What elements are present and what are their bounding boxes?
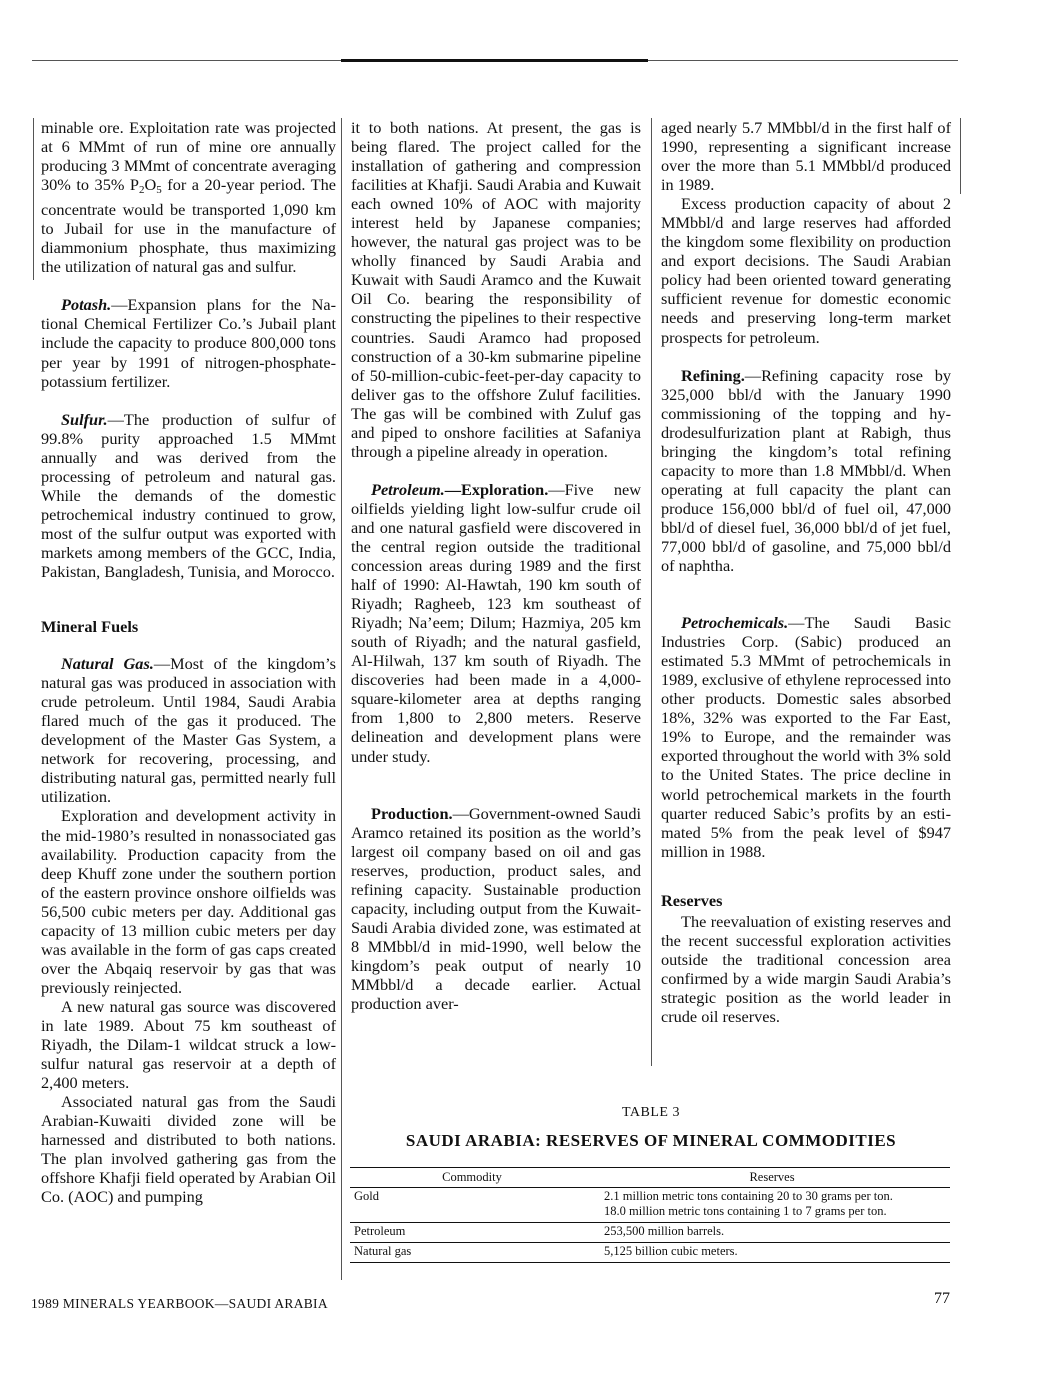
text-column-1 [41, 118, 336, 1206]
paragraph: A new natural gas source was discovered in late 1989. About 75 km southeast of Riyadh, the Dilam-1 wildcat struck a low-sulfur natural gas reservoir at a depth of 2,400 meters. [41, 996, 336, 1093]
paragraph-potash: Potash.—Expansion plans for the National Chemical Fertilizer Co.’s Jubail plant include the capacity to produce 800,000 tons per year by 1991 of nitrogen-phosphate-potassium fertilizer. [41, 295, 336, 391]
paragraph-petrochemicals: Petrochemicals.—The Saudi Basic Industries Corp. (Sabic) produced an estimated 5.3 MMmt of petrochemicals in 1989, exclusive of ethylene reprocessed into other products. Domestic sales absorbed 18%, 32% was exported to the Far East, 19% to Europe, and the remainder was exported throughout the world with 3% sold to the United States. The price decline in world petrochemical markets in the fourth quarter reduced Sabic’s profits by an estimated 5% from the peak level of $947 million in 1988. [661, 613, 951, 861]
table-header-row [350, 1168, 950, 1188]
run-in-heading: Potash. [61, 295, 112, 315]
paragraph: Exploration and development activity in the mid-1980’s resulted in nonassociated gas availability. Production capacity from the deep Khuff zone under the southern portion of the eastern province onshore oilfields was 56,500 cubic meters per day. Additional gas capacity of 13 million cubic meters per day was available in the form of gas caps created over the Abqaiq reservoir by gas that was previously reinjected. [41, 806, 336, 997]
run-in-heading: Sulfur. [61, 409, 108, 429]
text-column-3 [661, 118, 951, 1026]
table-cell-commodity: Gold [350, 1188, 594, 1223]
paragraph-sulfur: Sulfur.—The production of sulfur of 99.8% purity approached 1.5 MMmt annually and was derived from the processing of petroleum and natural gas. While the demands of the domestic petrochemical industry continued to grow, most of the sulfur output was exported with markets among members of the GCC, India, Pakistan, Bangladesh, Tunisia, and Morocco. [41, 409, 336, 581]
paragraph: Excess production capacity of about 2 MMbbl/d and large reserves had afforded the kingdom some flexibility on production and export decisions. The Saudi Arabian policy had been oriented toward generating sufficient revenue for domestic economic needs and preserving long-term market prospects for petroleum. [661, 194, 951, 347]
paragraph-refining: Refining.—Refining capacity rose by 325,000 bbl/d with the January 1990 commissioning of the topping and hydrodesulfurization plant at Rabigh, thus bringing the kingdom’s total refining capacity to more than 1.8 MMbbl/d. When operating at full capacity the plant can produce 156,000 bbl/d of fuel oil, 47,000 bbl/d of diesel fuel, 36,000 bbl/d of jet fuel, 77,000 bbl/d of gasoline, and 75,000 bbl/d of naphtha. [661, 365, 951, 576]
run-in-heading: Petrochemicals. [681, 613, 789, 633]
paragraph-natural-gas: Natural Gas.—Most of the kingdom’s natural gas was produced in association with crude petroleum. Until 1984, Saudi Arabia flared much of the gas it produced. The development of the Master Gas System, a network for recovering, processing, and distributing natural gas, permitted nearly full utilization. [41, 654, 337, 807]
table-row [350, 1188, 950, 1223]
column-rule-1 [341, 118, 342, 1280]
table-header-reserves: Reserves [594, 1168, 950, 1188]
paragraph: it to both nations. At present, the gas is being flared. The project called for the installation of gathering and compression facilities at Khafji. Saudi Arabia and Kuwait each owned 10% of AOC with majority interest held by Japanese companies; however, the natural gas project was to be wholly financed by Saudi Arabia and Kuwait with Saudi Aramco and the Kuwait Oil Co. bearing the responsibility of constructing the pipelines to their respective countries. Saudi Aramco had proposed construction of a 30-km submarine pipeline of 50-million-cubic-feet-per-day capacity to deliver gas to the offshore Zuluf facilities. The gas will be combined with Zuluf gas and piped to onshore facilities at Safaniya through a pipeline already in operation. [351, 118, 641, 461]
paragraph-phosphate: minable ore. Exploitation rate was projected at 6 MMmt of run of mine ore annually producing 3 MMmt of concentrate averaging 30% to 35% $P_2O_5$ for a 20-year period. The concentrate would be transported 1,090 km to Jubail for use in the manufacture of diammonium phosphate, thus maximizing the utilization of natural gas and sulfur. [41, 118, 336, 277]
header-rule-accent [341, 59, 648, 62]
column-rule-right [960, 118, 961, 194]
table-row [350, 1243, 950, 1263]
run-in-subheading: —Exploration. [444, 479, 549, 499]
run-in-heading: Refining. [681, 365, 745, 385]
reserves-table [350, 1167, 950, 1263]
page-number: 77 [934, 1290, 950, 1307]
table-block [350, 1105, 952, 1263]
paragraph: aged nearly 5.7 MMbbl/d in the first half of 1990, representing a significant increase over the more than 5.1 MMbbl/d produced in 1989. [661, 118, 951, 195]
column-rule-2 [651, 118, 652, 1066]
text-column-2 [351, 118, 641, 1013]
table-header-commodity: Commodity [350, 1168, 594, 1188]
table-cell-commodity: Petroleum [350, 1223, 594, 1243]
table-cell-reserves [594, 1223, 950, 1243]
reserves-line: 253,500 million barrels. [604, 1224, 725, 1238]
reserves-line: 2.1 million metric tons containing 20 to 30 grams per ton. [604, 1189, 893, 1203]
run-in-heading: Petroleum. [371, 479, 445, 499]
table-title: SAUDI ARABIA: RESERVES OF MINERAL COMMODITIES [405, 1131, 897, 1150]
run-in-heading: Production. [371, 803, 453, 823]
table-cell-commodity: Natural gas [350, 1243, 594, 1263]
table-cell-reserves [594, 1188, 950, 1223]
table-cell-reserves [594, 1243, 950, 1263]
reserves-line: 18.0 million metric tons containing 1 to 7 grams per ton. [604, 1204, 887, 1218]
paragraph-production: Production.—Government-owned Saudi Aramco retained its position as the world’s largest oil company based on oil and gas reserves, production, product sales, and refining capacity. Sustainable production capacity, including output from the Kuwait-Saudi Arabia divided zone, was estimated at 8 MMbbl/d in mid-1990, well below the kingdom’s peak output of nearly 10 MMbbl/d a decade earlier. Actual production aver- [351, 803, 641, 1014]
table-row [350, 1223, 950, 1243]
section-heading: Mineral Fuels [41, 617, 139, 637]
run-in-heading: Natural Gas. [61, 654, 154, 674]
paragraph: Associated natural gas from the Saudi Arabian-Kuwaiti divided zone will be harnessed and distributed to both nations. The plan involved gathering gas from the offshore Khafji field operated by Arabian Oil Co. (AOC) and pumping [41, 1092, 336, 1207]
reserves-line: 5,125 billion cubic meters. [604, 1244, 738, 1258]
paragraph: The reevaluation of existing reserves and the recent successful exploration activities outside the traditional concession area confirmed by a wide margin Saudi Arabia’s strategic position as the world leader in crude oil reserves. [661, 911, 951, 1026]
paragraph-petroleum: Petroleum.—Exploration.—Five new oilfields yielding light low-sulfur crude oil and one natural gasfield were discovered in the central region outside the traditional concession areas during 1989 and the first half of 1990: Al-Hawtah, 190 km south of Riyadh; Ragheeb, 123 km southeast of Riyadh; Na’eem; Dilum; Hazmiya, 205 km south of Riyadh; and the natural gasfield, Al-Hilwah, 137 km south of Riyadh. The discoveries had been made in a 4,000-square-kilometer area at depths ranging from 1,800 to 2,800 meters. Reserve delineation and development plans were under study. [351, 479, 641, 766]
table-label: TABLE 3 [622, 1105, 680, 1120]
section-heading: Reserves [661, 890, 723, 910]
column-rule-left [33, 118, 34, 280]
running-footer: 1989 MINERALS YEARBOOK—SAUDI ARABIA [31, 1296, 328, 1311]
